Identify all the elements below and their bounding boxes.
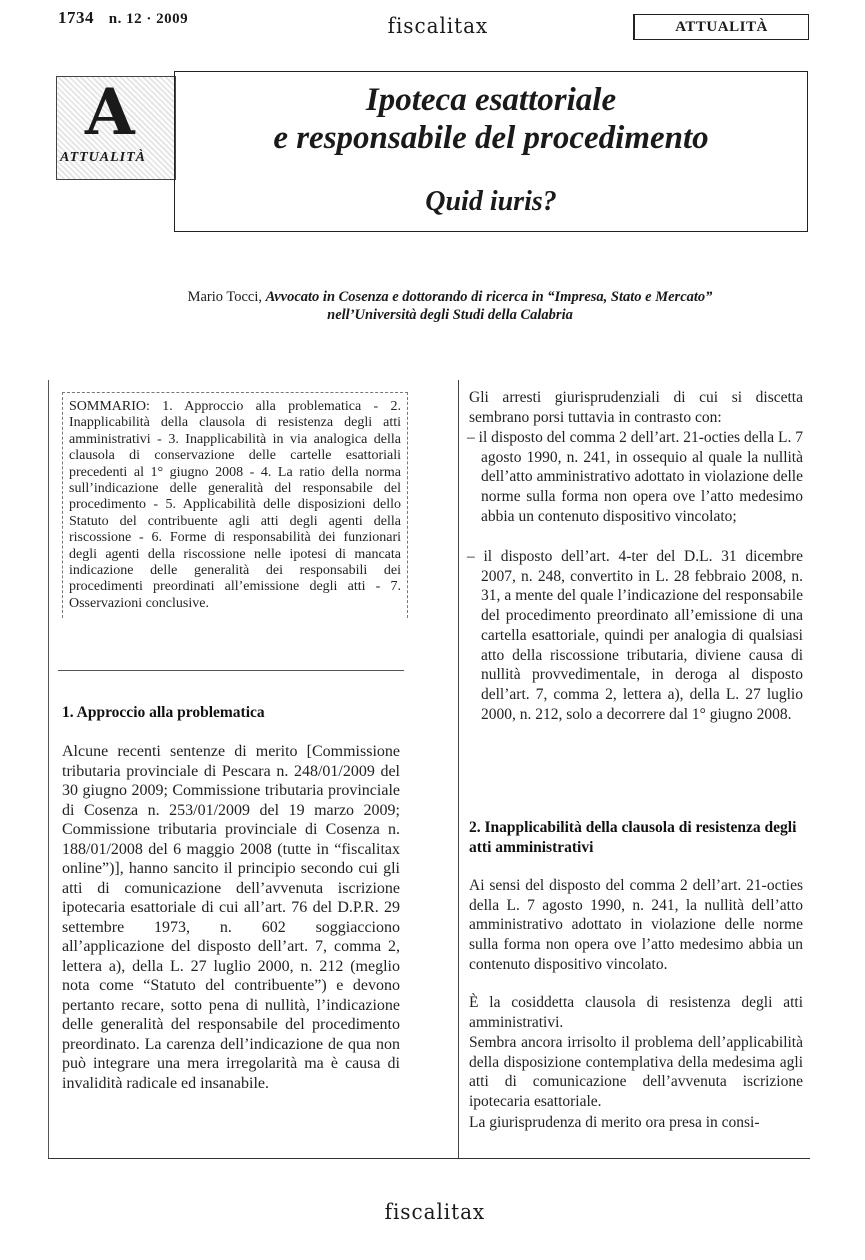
logo-label: ATTUALITÀ [60, 150, 147, 165]
logo-letter: A [85, 75, 135, 150]
author-name: Mario Tocci, [187, 289, 262, 305]
right-list-item2: – il disposto dell’art. 4-ter del D.L. 31 dicembre 2007, n. 248, convertito in L. 28 febbraio 2008, n. 31, a mente del quale l’indicazione del responsabile del procedimento preordinato all’emissione di una cartella esattoriale, quindi per analogia di qualsiasi atto della riscossione tributaria, diviene causa di nullità provvedimentale, in deroga al disposto dell’art. 7, comma 2, lettera a), della L. 27 luglio 2000, n. 212, solo a decorrere dal 1° giugno 2008. [467, 548, 803, 723]
bottom-frame-line [48, 1158, 810, 1159]
left-column [54, 380, 449, 1158]
article-title-line2: e responsabile del procedimento [273, 120, 709, 156]
page-number-header [58, 8, 188, 28]
right-list-item1: – il disposto del comma 2 dell’art. 21-octies della L. 7 agosto 1990, n. 241, in ossequio al quale la nullità dell’atto amministrativo adottato in violazione delle norme sulla forma non opera ove l’atto medesimo abbia un contenuto dispositivo vincolato; [467, 429, 803, 525]
article-title-line1: Ipoteca esattoriale [365, 82, 617, 118]
article-subtitle: Quid iuris? [425, 186, 557, 217]
section2-para1: Ai sensi del disposto del comma 2 dell’art. 21-octies della L. 7 agosto 1990, n. 241, la nullità dell’atto amministrativo adottato in violazione delle norme sulla forma non opera ove l’atto medesimo abbia un contenuto dispositivo vincolato. [469, 877, 803, 973]
right-intro: Gli arresti giurisprudenziali di cui si discetta sembrano porsi tuttavia in contrasto con: [469, 389, 803, 426]
section1-heading: 1. Approccio alla problematica [62, 704, 265, 721]
brand-logo-top: fiscalitax [387, 14, 489, 38]
section2-para2: È la cosiddetta clausola di resistenza degli atti amministrativi. [469, 994, 803, 1031]
section2-heading: 2. Inapplicabilità della clausola di resistenza degli atti amministrativi [469, 819, 797, 856]
summary-box: SOMMARIO: 1. Approccio alla problematica - 2. Inapplicabilità della clausola di resistenza degli atti amministrativi - 3. Inapplicabilità in via analogica della clausola di conservazione delle cartelle esattoriali precedenti al 1° giugno 2008 - 4. La ratio della norma sull’indicazione delle generalità del responsabile del procedimento - 5. Applicabilità delle disposizioni dello Statuto del contribuente agli atti degli agenti della riscossione - 6. Forme di responsabilità dei funzionari degli agenti della riscossione nelle ipotesi di mancata indicazione delle generalità dei responsabili dei procedimenti preordinati all’emissione degli atti - 7. Osservazioni conclusive. [62, 392, 408, 618]
brand-logo-bottom: fiscalitax [384, 1200, 486, 1224]
author-role-line1: Avvocato in Cosenza e dottorando di ricerca in “Impresa, Stato e Mercato” [265, 289, 713, 305]
page-number: 1734 [58, 8, 94, 27]
section2-para3: Sembra ancora irrisolto il problema dell’applicabilità della disposizione contemplativa della medesima agli atti di comunicazione dell’avvenuta iscrizione ipotecaria esattoriale. [469, 1034, 803, 1111]
section2-para4: La giurisprudenza di merito ora presa in consi- [469, 1114, 760, 1131]
author-block [100, 288, 800, 324]
section-logo [56, 76, 176, 180]
section1-text: Alcune recenti sentenze di merito [Commissione tributaria provinciale di Pescara n. 248/01/2009 del 30 giugno 2009; Commissione tributaria provinciale di Cosenza n. 253/01/2009 del 19 marzo 2009; Commissione tributaria provinciale di Cosenza n. 188/01/2008 del 6 maggio 2008 (tutte in “fiscalitax online”)], hanno sancito il principio secondo cui gli atti di comunicazione dell’avvenuta iscrizione ipotecaria esattoriale di cui all’art. 76 del D.P.R. 29 settembre 1973, n. 602 soggiacciono all’applicazione del disposto dell’art. 7, comma 2, lettera a), della L. 27 luglio 2000, n. 212 (meglio nota come “Statuto del contribuente”) e devono pertanto recare, sotto pena di nullità, l’indicazione delle generalità del responsabile del procedimento preordinato. La carenza dell’indicazione de qua non può integrare una mera irregolarità ma è causa di invalidità radicale ed insanabile. [62, 743, 400, 1092]
left-frame-line [48, 380, 49, 1158]
section-tag: ATTUALITÀ [633, 14, 809, 40]
title-box [174, 71, 808, 232]
author-role-line2: nell’Università degli Studi della Calabria [327, 307, 573, 323]
right-column [458, 380, 810, 1158]
issue-number: n. 12 · 2009 [108, 11, 189, 27]
summary-divider [58, 670, 404, 671]
